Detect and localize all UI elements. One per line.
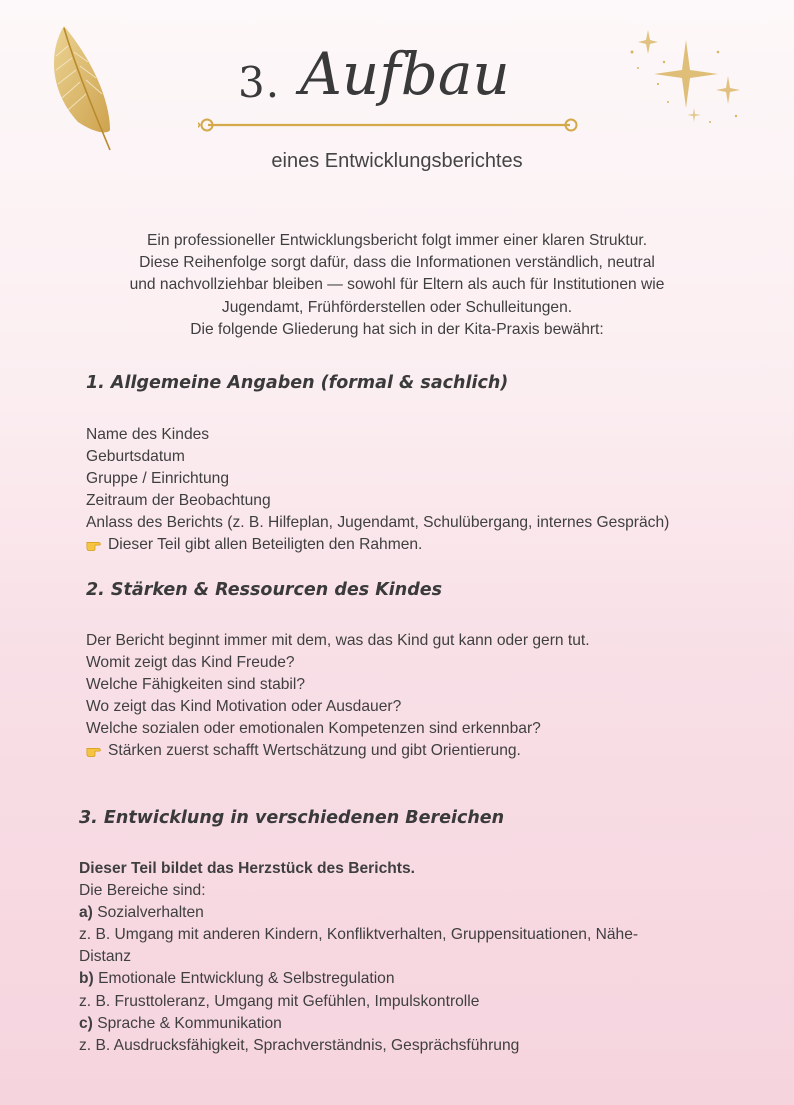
list-item: Zeitraum der Beobachtung xyxy=(86,492,271,510)
area-detail: z. B. Frusttoleranz, Umgang mit Gefühlen, Impulskontrolle xyxy=(79,992,480,1010)
intro-line: Diese Reihenfolge sorgt dafür, dass die Informationen verständlich, neutral xyxy=(139,254,655,272)
list-item: Womit zeigt das Kind Freude? xyxy=(86,654,295,672)
section-3-lead: Die Bereiche sind: xyxy=(79,882,206,900)
title-script: Aufbau xyxy=(300,40,510,108)
area-letter: b) xyxy=(79,970,94,988)
area-title: c) Sprache & Kommunikation xyxy=(79,1014,282,1032)
section-2-heading: 2. Stärken & Ressourcen des Kindes xyxy=(86,580,443,600)
area-detail: z. B. Ausdrucksfähigkeit, Sprachverständnis, Gesprächsführung xyxy=(79,1036,520,1054)
intro-line: und nachvollziehbar bleiben — sowohl für Eltern als auch für Institutionen wie xyxy=(129,276,665,294)
title-number: 3. xyxy=(238,58,281,107)
area-letter: c) xyxy=(79,1014,93,1032)
list-item: Wo zeigt das Kind Motivation oder Ausdauer? xyxy=(86,698,402,716)
section-1-heading: 1. Allgemeine Angaben (formal & sachlich) xyxy=(86,373,509,393)
intro-line: Ein professioneller Entwicklungsbericht folgt immer einer klaren Struktur. xyxy=(146,232,648,249)
area-title: b) Emotionale Entwicklung & Selbstregulation xyxy=(79,970,395,988)
pointing-hand-icon xyxy=(86,537,104,551)
section-3-body xyxy=(79,858,638,1057)
section-2-list xyxy=(86,630,590,763)
pointing-hand-icon xyxy=(86,743,104,757)
section-2-note: Stärken zuerst schafft Wertschätzung und gibt Orientierung. xyxy=(86,740,590,762)
section-3-heading: 3. Entwicklung in verschiedenen Bereichen xyxy=(79,808,505,828)
intro-line: Jugendamt, Frühförderstellen oder Schulleitungen. xyxy=(221,298,573,316)
intro-line: Die folgende Gliederung hat sich in der Kita-Praxis bewährt: xyxy=(190,320,604,338)
title-ornament-rule xyxy=(198,112,580,138)
intro-paragraph xyxy=(60,230,734,341)
area-letter: a) xyxy=(79,904,93,922)
list-item: Welche Fähigkeiten sind stabil? xyxy=(86,676,306,694)
list-item: Geburtsdatum xyxy=(86,448,185,466)
area-detail: z. B. Umgang mit anderen Kindern, Konfliktverhalten, Gruppensituationen, Nähe- xyxy=(79,926,639,944)
list-item: Welche sozialen oder emotionalen Kompetenzen sind erkennbar? xyxy=(86,720,541,738)
list-item: Der Bericht beginnt immer mit dem, was das Kind gut kann oder gern tut. xyxy=(86,632,590,649)
area-detail: Distanz xyxy=(79,948,131,966)
feather-icon xyxy=(44,22,116,154)
section-1-list xyxy=(86,424,669,557)
section-3-lead-bold: Dieser Teil bildet das Herzstück des Berichts. xyxy=(79,860,415,877)
list-item: Name des Kindes xyxy=(86,426,210,443)
list-item: Gruppe / Einrichtung xyxy=(86,470,230,488)
section-1-note: Dieser Teil gibt allen Beteiligten den Rahmen. xyxy=(86,534,669,556)
list-item: Anlass des Berichts (z. B. Hilfeplan, Jugendamt, Schulübergang, internes Gespräch) xyxy=(86,514,670,532)
page-subtitle: eines Entwicklungsberichtes xyxy=(271,150,523,172)
sparkles-icon xyxy=(618,22,748,132)
area-title: a) Sozialverhalten xyxy=(79,904,204,922)
